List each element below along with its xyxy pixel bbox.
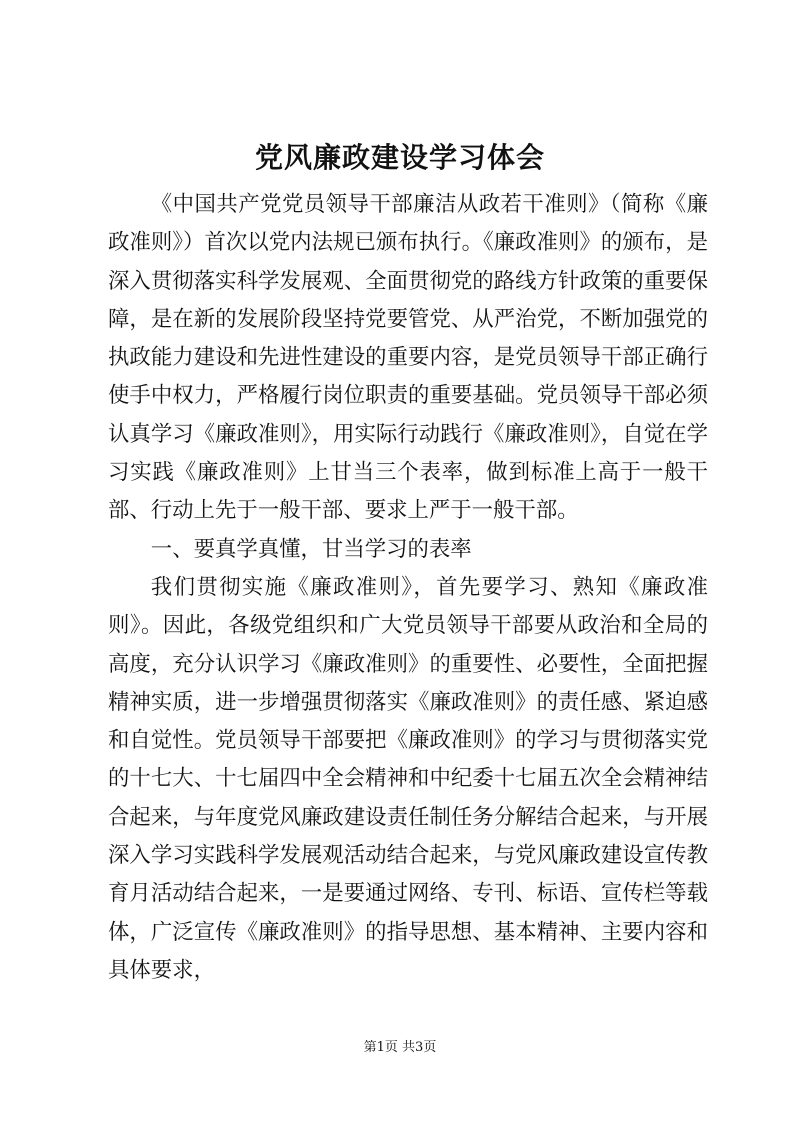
document-body: [108, 186, 708, 990]
document-title: 党风廉政建设学习体会: [254, 141, 545, 174]
page-footer: 第1页 共3页: [363, 1040, 437, 1055]
paragraph-section-1: 我们贯彻实施《廉政准则》，首先要学习、熟知《廉政准则》。因此，各级党组织和广大党员领导干部要从政治和全局的高度，充分认识学习《廉政准则》的重要性、必要性，全面把握精神实质，进一步增强贯彻落实《廉政准则》的责任感、紧迫感和自觉性。党员领导干部要把《廉政准则》的学习与贯彻落实党的十七大、十七届四中全会精神和中纪委十七届五次全会精神结合起来，与年度党风廉政建设责任制任务分解结合起来，与开展深入学习实践科学发展观活动结合起来，与党风廉政建设宣传教育月活动结合起来，一是要通过网络、专刊、标语、宣传栏等载体，广泛宣传《廉政准则》的指导思想、基本精神、主要内容和具体要求，: [108, 574, 708, 983]
section-heading-1: 一、要真学真懂，甘当学习的表率: [150, 536, 472, 562]
paragraph-intro: 《中国共产党党员领导干部廉洁从政若干准则》（简称《廉政准则》）首次以党内法规已颁布执行。《廉政准则》的颁布，是深入贯彻落实科学发展观、全面贯彻党的路线方针政策的重要保障，是在新的发展阶段坚持党要管党、从严治党，不断加强党的执政能力建设和先进性建设的重要内容，是党员领导干部正确行使手中权力，严格履行岗位职责的重要基础。党员领导干部必须认真学习《廉政准则》，用实际行动践行《廉政准则》，自觉在学习实践《廉政准则》上甘当三个表率，做到标准上高于一般干部、行动上先于一般干部、要求上严于一般干部。: [108, 192, 708, 524]
